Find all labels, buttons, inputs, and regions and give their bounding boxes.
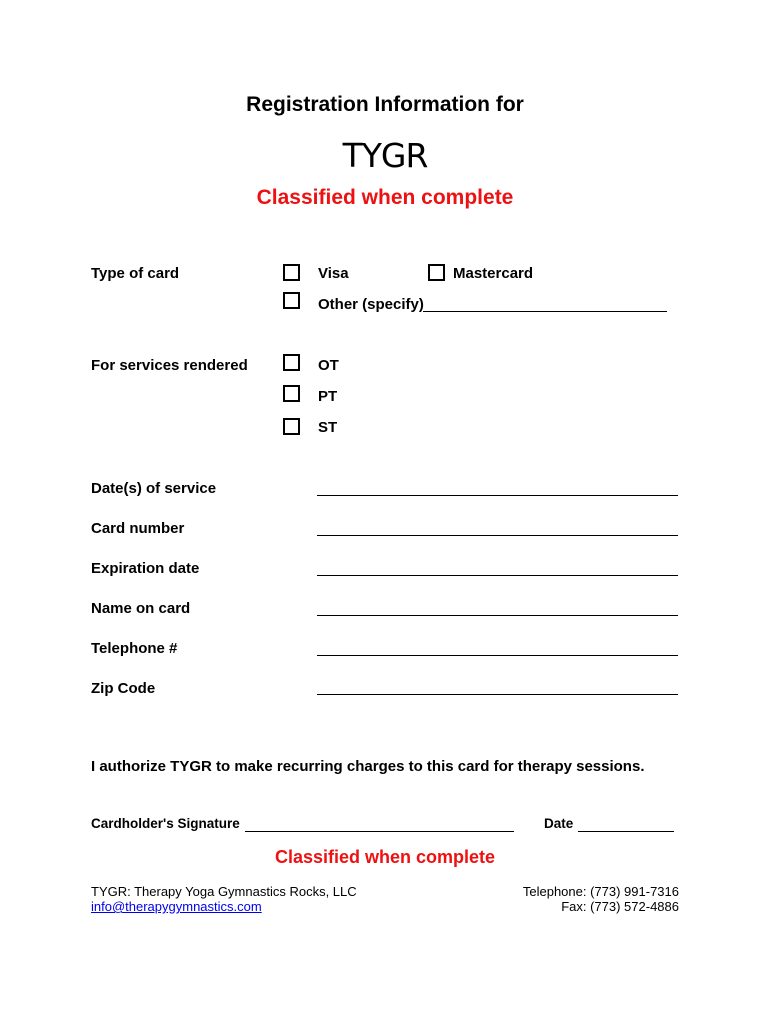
date-label: Date <box>544 816 574 831</box>
telephone-label: Telephone # <box>91 640 178 657</box>
pt-checkbox[interactable] <box>283 385 300 402</box>
page-title: Registration Information for <box>246 93 524 116</box>
card-type-label: Type of card <box>91 265 180 282</box>
card-number-field[interactable] <box>317 535 678 536</box>
mastercard-checkbox[interactable] <box>428 264 445 281</box>
authorization-statement: I authorize TYGR to make recurring charges to this card for therapy sessions. <box>91 758 645 775</box>
telephone-number: Telephone: (773) 991-7316 <box>522 884 679 899</box>
telephone-field[interactable] <box>317 655 678 656</box>
mastercard-label: Mastercard <box>453 265 534 282</box>
st-label: ST <box>318 419 338 436</box>
pt-label: PT <box>318 388 338 405</box>
dates-of-service-field[interactable] <box>317 495 678 496</box>
classified-notice-top: Classified when complete <box>256 186 514 209</box>
card-number-label: Card number <box>91 520 185 537</box>
other-card-label: Other (specify) <box>318 296 424 313</box>
signature-date-line[interactable] <box>578 831 674 832</box>
email-link[interactable]: info@therapygymnastics.com <box>91 899 262 914</box>
signature-label: Cardholder's Signature <box>91 816 240 831</box>
tygr-logo: TYGR <box>342 136 428 175</box>
expiration-date-label: Expiration date <box>91 560 200 577</box>
name-on-card-label: Name on card <box>91 600 191 617</box>
zip-code-field[interactable] <box>317 694 678 695</box>
company-name: TYGR: Therapy Yoga Gymnastics Rocks, LLC <box>91 884 357 899</box>
services-label: For services rendered <box>91 357 248 374</box>
signature-line[interactable] <box>245 831 514 832</box>
ot-label: OT <box>318 357 339 374</box>
expiration-date-field[interactable] <box>317 575 678 576</box>
ot-checkbox[interactable] <box>283 354 300 371</box>
dates-of-service-label: Date(s) of service <box>91 480 217 497</box>
other-card-checkbox[interactable] <box>283 292 300 309</box>
zip-code-label: Zip Code <box>91 680 156 697</box>
classified-notice-bottom: Classified when complete <box>274 847 496 867</box>
fax-number: Fax: (773) 572-4886 <box>561 899 679 914</box>
other-card-specify-line[interactable] <box>423 311 667 312</box>
visa-label: Visa <box>318 265 349 282</box>
st-checkbox[interactable] <box>283 418 300 435</box>
name-on-card-field[interactable] <box>317 615 678 616</box>
visa-checkbox[interactable] <box>283 264 300 281</box>
